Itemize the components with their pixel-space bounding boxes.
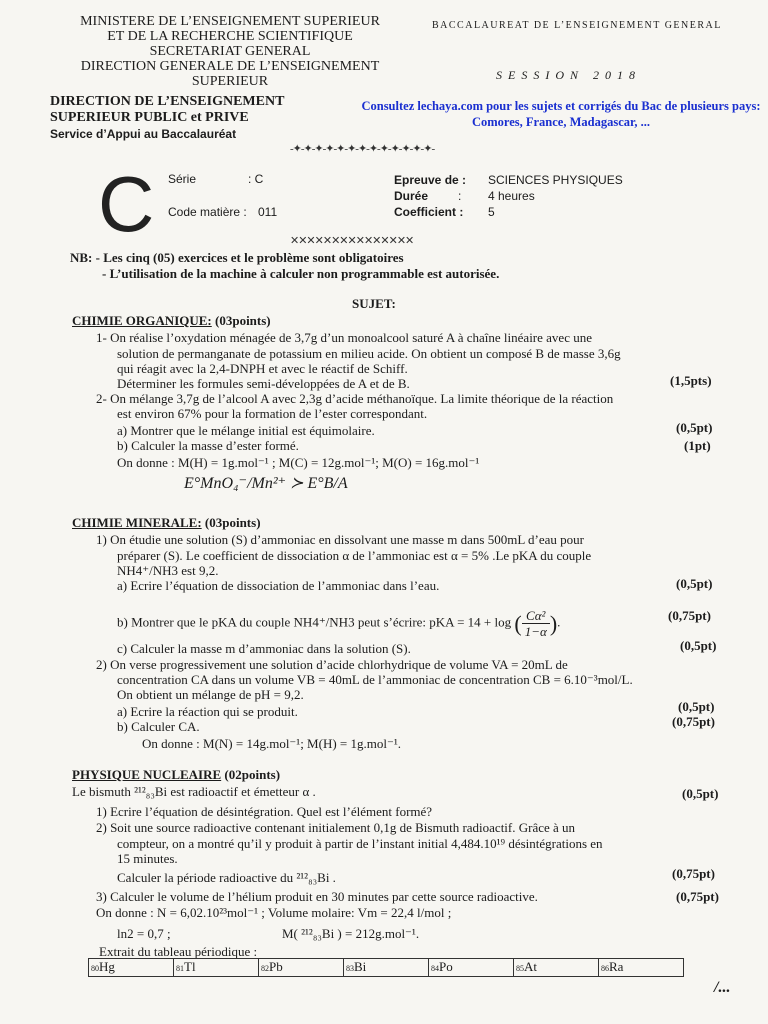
cm-q1a-points: (0,5pt) — [676, 576, 713, 591]
co-potentials: E°MnO₄⁻/Mn²⁺ ≻ E°B/A — [184, 475, 348, 492]
ministry-line-3: SECRETARIAT GENERAL — [149, 44, 311, 59]
element-cell — [514, 959, 599, 977]
element-cell — [174, 959, 259, 977]
ministry-header — [60, 14, 400, 89]
atomic-number: 86 — [601, 964, 609, 973]
dept-line-1: DIRECTION DE L’ENSEIGNEMENT — [50, 94, 285, 109]
atomic-number: 85 — [516, 964, 524, 973]
co-donne: On donne : M(H) = 1g.mol⁻¹ ; M(C) = 12g.mol⁻¹; M(O) = 16g.mol⁻¹ — [117, 455, 480, 470]
cm-q1c: c) Calculer la masse m d’ammoniac dans la solution (S). — [117, 641, 411, 656]
pn-q3: 3) Calculer le volume de l’hélium produit en 30 minutes par cette source radioactive. — [96, 889, 538, 904]
pn-q2-l2: compteur, on a montré qu’il y produit à partir de l’instant initial 4,484.10¹⁹ désintégrations en — [117, 836, 603, 851]
co-q2a: a) Montrer que le mélange initial est équimolaire. — [117, 423, 375, 438]
cm-q2b: b) Calculer CA. — [117, 719, 200, 734]
cm-donne: On donne : M(N) = 14g.mol⁻¹; M(H) = 1g.mol⁻¹. — [142, 736, 401, 751]
section-points: (03points) — [204, 515, 261, 530]
ministry-line-1: MINISTERE DE L’ENSEIGNEMENT SUPERIEUR — [80, 14, 380, 29]
co-q2a-points: (0,5pt) — [676, 420, 713, 435]
section-points: (02points) — [224, 767, 281, 782]
cm-q2-l3: On obtient un mélange de pH = 9,2. — [117, 687, 304, 702]
section-title: CHIMIE ORGANIQUE: — [72, 313, 212, 328]
co-q1-l3: qui réagit avec la 2,4-DNPH et avec le réactif de Schiff. — [117, 361, 408, 376]
atomic-number: 83 — [346, 964, 354, 973]
co-q1-l1: 1- On réalise l’oxydation ménagée de 3,7g d’un monoalcool saturé A à chaîne linéaire avec une — [96, 330, 592, 345]
table-row — [89, 959, 684, 977]
sujet-heading: SUJET: — [352, 296, 396, 311]
dept-line-2: SUPERIEUR PUBLIC et PRIVE — [50, 110, 249, 125]
cm-q1-l2: préparer (S). Le coefficient de dissociation α de l’ammoniac est α = 5% .Le pKA du couple — [117, 548, 592, 563]
ministry-line-2: ET DE LA RECHERCHE SCIENTIFIQUE — [107, 29, 353, 44]
code-label: Code matière : — [168, 205, 247, 219]
cm-q1-l3: NH4⁺/NH3 est 9,2. — [117, 563, 219, 578]
cm-q1-l1: 1) On étudie une solution (S) d’ammoniac en dissolvant une masse m dans 500mL d’eau pour — [96, 532, 585, 547]
session-label: SESSION 2018 — [496, 68, 641, 82]
pn-q3-points: (0,75pt) — [676, 889, 719, 904]
section-title: PHYSIQUE NUCLEAIRE — [72, 767, 222, 782]
atomic-number: 84 — [431, 964, 439, 973]
open-paren: ( — [514, 611, 522, 636]
nb-line-2: - L’utilisation de la machine à calculer non programmable est autorisée. — [102, 266, 500, 281]
element-symbol: Hg — [99, 959, 115, 974]
cm-q1c-points: (0,5pt) — [680, 638, 717, 653]
co-q2b-points: (1pt) — [684, 438, 711, 453]
pn-q2-l1: 2) Soit une source radioactive contenant initialement 0,1g de Bismuth radioactif. Grâce à un — [96, 820, 576, 835]
coef-value: 5 — [488, 205, 495, 219]
epreuve-value: SCIENCES PHYSIQUES — [488, 173, 623, 187]
co-q2-l2: est environ 67% pour la formation de l’ester correspondant. — [117, 406, 428, 421]
series-letter: C — [98, 160, 155, 248]
decorative-divider-2: ✕✕✕✕✕✕✕✕✕✕✕✕✕✕✕ — [290, 235, 414, 247]
element-symbol: Tl — [184, 959, 196, 974]
cm-q1b-points: (0,75pt) — [668, 608, 711, 623]
epreuve-label: Epreuve de : — [394, 173, 467, 187]
coef-label: Coefficient : — [394, 205, 464, 219]
co-q1-l4: Déterminer les formules semi-développées de A et de B. — [117, 376, 410, 391]
section-chimie-minerale — [72, 515, 261, 530]
element-cell — [344, 959, 429, 977]
bac-title: BACCALAUREAT DE L’ENSEIGNEMENT GENERAL — [432, 20, 722, 31]
element-cell — [259, 959, 344, 977]
cm-q2b-points: (0,75pt) — [672, 714, 715, 729]
periodic-table-title: Extrait du tableau périodique : — [99, 944, 258, 959]
section-physique-nucleaire — [72, 767, 280, 782]
serie-label: Série — [168, 172, 197, 186]
section-title: CHIMIE MINERALE: — [72, 515, 202, 530]
element-symbol: Bi — [354, 959, 367, 974]
pn-donne-2a: ln2 = 0,7 ; — [117, 926, 171, 941]
element-cell — [429, 959, 514, 977]
pn-q2-points: (0,75pt) — [672, 866, 715, 881]
serie-value: : C — [248, 172, 264, 186]
periodic-table-extract — [88, 958, 684, 977]
atomic-number: 80 — [91, 964, 99, 973]
element-cell — [89, 959, 174, 977]
pn-intro: Le bismuth ²¹²₈₃Bi est radioactif et émetteur α . — [72, 784, 316, 799]
cm-q1b: b) Montrer que le pKA du couple NH4⁺/NH3 peut s’écrire: pKA = 14 + log ( $\frac{\text{Cα²}}{1-\alpha}$ ). — [117, 608, 561, 639]
nb-line-1: NB: - Les cinq (05) exercices et le problème sont obligatoires — [70, 250, 404, 265]
pn-donne-2b: M( ²¹²₈₃Bi ) = 212g.mol⁻¹. — [282, 926, 420, 941]
co-q2-l1: 2- On mélange 3,7g de l’alcool A avec 2,3g d’acide méthanoïque. La limite théorique de la réaction — [96, 391, 614, 406]
cm-q2-l1: 2) On verse progressivement une solution d’acide chlorhydrique de volume VA = 20mL de — [96, 657, 568, 672]
co-q1-points: (1,5pts) — [670, 373, 712, 388]
atomic-number: 82 — [261, 964, 269, 973]
promo-line-2: Comores, France, Madagascar, ... — [471, 115, 651, 129]
fraction: $\frac{\text{Cα²}}{1-\alpha}$ — [522, 608, 550, 639]
pn-donne-1: On donne : N = 6,02.10²³mol⁻¹ ; Volume molaire: Vm = 22,4 l/mol ; — [96, 905, 452, 920]
atomic-number: 81 — [176, 964, 184, 973]
promo-notice — [356, 98, 766, 130]
department-block — [50, 94, 284, 142]
ministry-line-4: DIRECTION GENERALE DE L’ENSEIGNEMENT — [80, 59, 380, 74]
element-symbol: Pb — [269, 959, 283, 974]
section-chimie-organique — [72, 313, 271, 328]
nb-notes — [70, 250, 499, 282]
pn-q1: 1) Ecrire l’équation de désintégration. Quel est l’élément formé? — [96, 804, 433, 819]
decorative-divider: -✦-✦-✦-✦-✦-✦-✦-✦-✦-✦-✦-✦-✦- — [290, 143, 435, 155]
continued-mark: /... — [714, 979, 731, 996]
co-q1-l2: solution de permanganate de potassium en milieu acide. On obtient un composé B de masse 3,6g — [117, 346, 621, 361]
co-q2b: b) Calculer la masse d’ester formé. — [117, 438, 299, 453]
cm-q2-l2: concentration CA dans un volume VB = 40mL de l’ammoniac de concentration CB = 6.10⁻³mol/L. — [117, 672, 633, 687]
cm-q1a: a) Ecrire l’équation de dissociation de l’ammoniac dans l’eau. — [117, 578, 440, 593]
pn-q2-l4: Calculer la période radioactive du ²¹²₈₃Bi . — [117, 870, 336, 885]
ministry-line-5: SUPERIEUR — [191, 74, 269, 89]
promo-line-1: Consultez lechaya.com pour les sujets et corrigés du Bac de plusieurs pays: — [361, 99, 761, 113]
cm-q1b-text: b) Montrer que le pKA du couple NH4⁺/NH3 peut s’écrire: pKA = 14 + log — [117, 614, 512, 630]
service-name: Service d’Appui au Baccalauréat — [50, 127, 237, 141]
cm-q2a-points: (0,5pt) — [678, 699, 715, 714]
duree-label: Durée — [394, 189, 429, 203]
pn-q2-l3: 15 minutes. — [117, 851, 178, 866]
duree-colon: : — [458, 189, 462, 203]
pn-intro-points: (0,5pt) — [682, 786, 719, 801]
code-value: 011 — [258, 205, 278, 219]
cm-q2a: a) Ecrire la réaction qui se produit. — [117, 704, 298, 719]
element-symbol: Ra — [609, 959, 624, 974]
section-points: (03points) — [215, 313, 271, 328]
close-paren: ) — [549, 611, 558, 636]
element-cell — [599, 959, 684, 977]
element-symbol: At — [524, 959, 537, 974]
duree-value: 4 heures — [488, 189, 535, 203]
element-symbol: Po — [439, 959, 453, 974]
